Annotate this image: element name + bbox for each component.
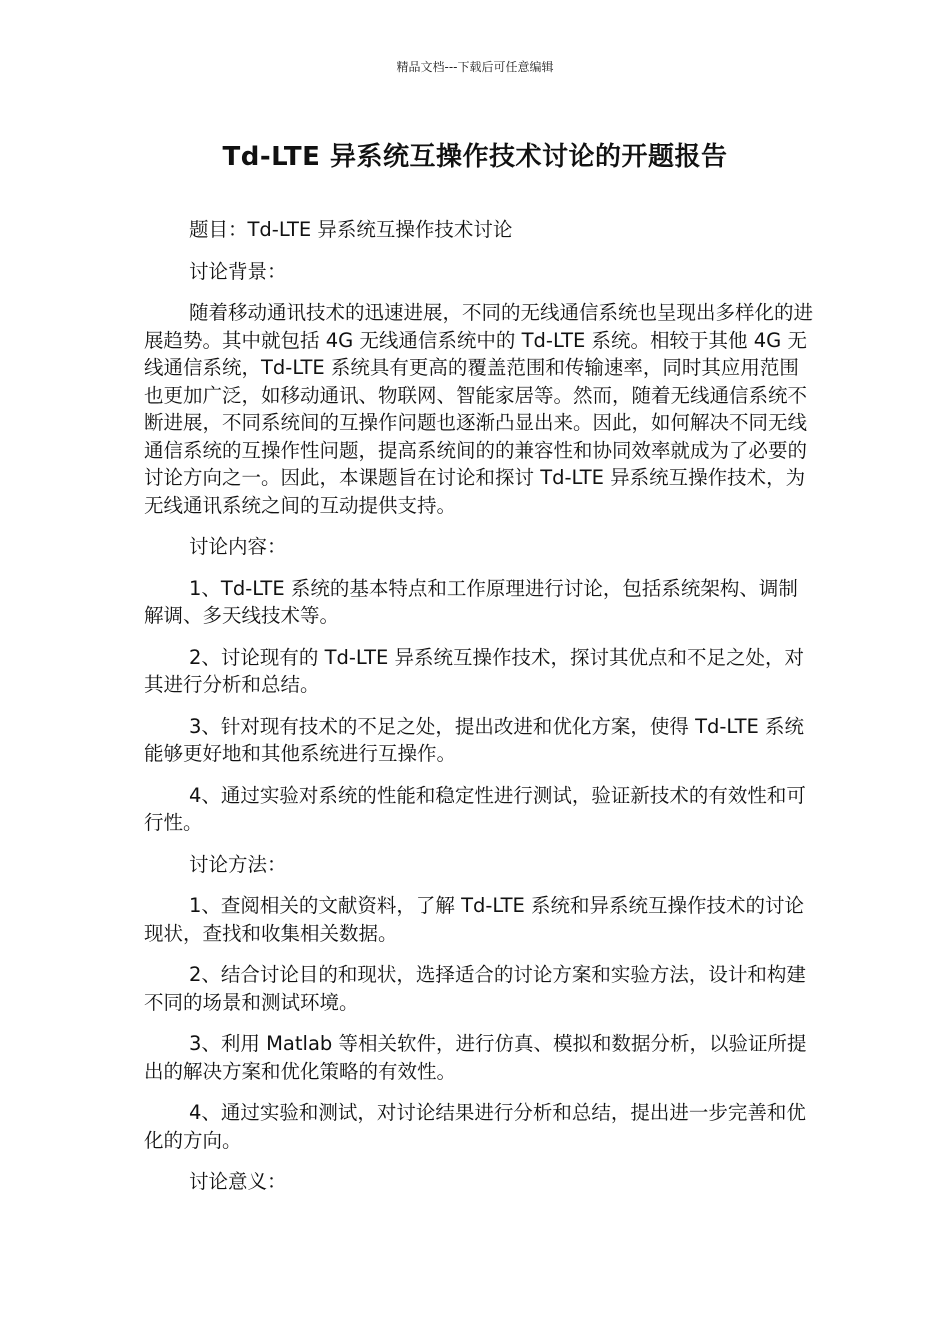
content-item-1: 1、Td-LTE 系统的基本特点和工作原理进行讨论，包括系统架构、调制解调、多天线技术等。 <box>144 576 798 627</box>
content-item-2: 2、讨论现有的 Td-LTE 异系统互操作技术，探讨其优点和不足之处，对其进行分析和总结。 <box>144 645 805 696</box>
content-item-4: 4、通过实验对系统的性能和稳定性进行测试，验证新技术的有效性和可行性。 <box>144 783 806 834</box>
method-item-4: 4、通过实验和测试，对讨论结果进行分析和总结，提出进一步完善和优化的方向。 <box>144 1101 806 1152</box>
document-title: Td-LTE 异系统互操作技术讨论的开题报告 <box>222 142 728 172</box>
method-heading: 讨论方法： <box>189 852 287 876</box>
document-body <box>144 216 814 1210</box>
background-paragraph: 随着移动通讯技术的迅速进展，不同的无线通信系统也呈现出多样化的进展趋势。其中就包括 4G 无线通信系统中的 Td-LTE 系统。相较于其他 4G 无线通信系统，Td-LTE 系统具有更高的覆盖范围和传输速率，同时其应用范围也更加广泛，如移动通讯、物联网、智能家居等。然而，随着无线通信系统不断进展，不同系统间的互操作问题也逐渐凸显出来。因此，如何解决不同无线通信系统的互操作性问题，提高系统间的的兼容性和协同效率就成为了必要的讨论方向之一。因此，本课题旨在讨论和探讨 Td-LTE 异系统互操作技术，为无线通讯系统之间的互动提供支持。 <box>144 301 814 517</box>
background-heading: 讨论背景： <box>189 259 287 283</box>
significance-heading: 讨论意义： <box>189 1170 287 1193</box>
method-item-3: 3、利用 Matlab 等相关软件，进行仿真、模拟和数据分析，以验证所提出的解决方案和优化策略的有效性。 <box>144 1032 807 1083</box>
method-item-1: 1、查阅相关的文献资料，了解 Td-LTE 系统和异系统互操作技术的讨论现状，查找和收集相关数据。 <box>144 894 805 945</box>
content-heading: 讨论内容： <box>189 535 287 558</box>
subject-line: 题目：Td-LTE 异系统互操作技术讨论 <box>189 218 513 241</box>
content-item-3: 3、针对现有技术的不足之处，提出改进和优化方案，使得 Td-LTE 系统能够更好地和其他系统进行互操作。 <box>144 714 805 765</box>
method-item-2: 2、结合讨论目的和现状，选择适合的讨论方案和实验方法，设计和构建不同的场景和测试环境。 <box>144 963 806 1014</box>
page-header-watermark: 精品文档---下载后可任意编辑 <box>396 60 554 74</box>
